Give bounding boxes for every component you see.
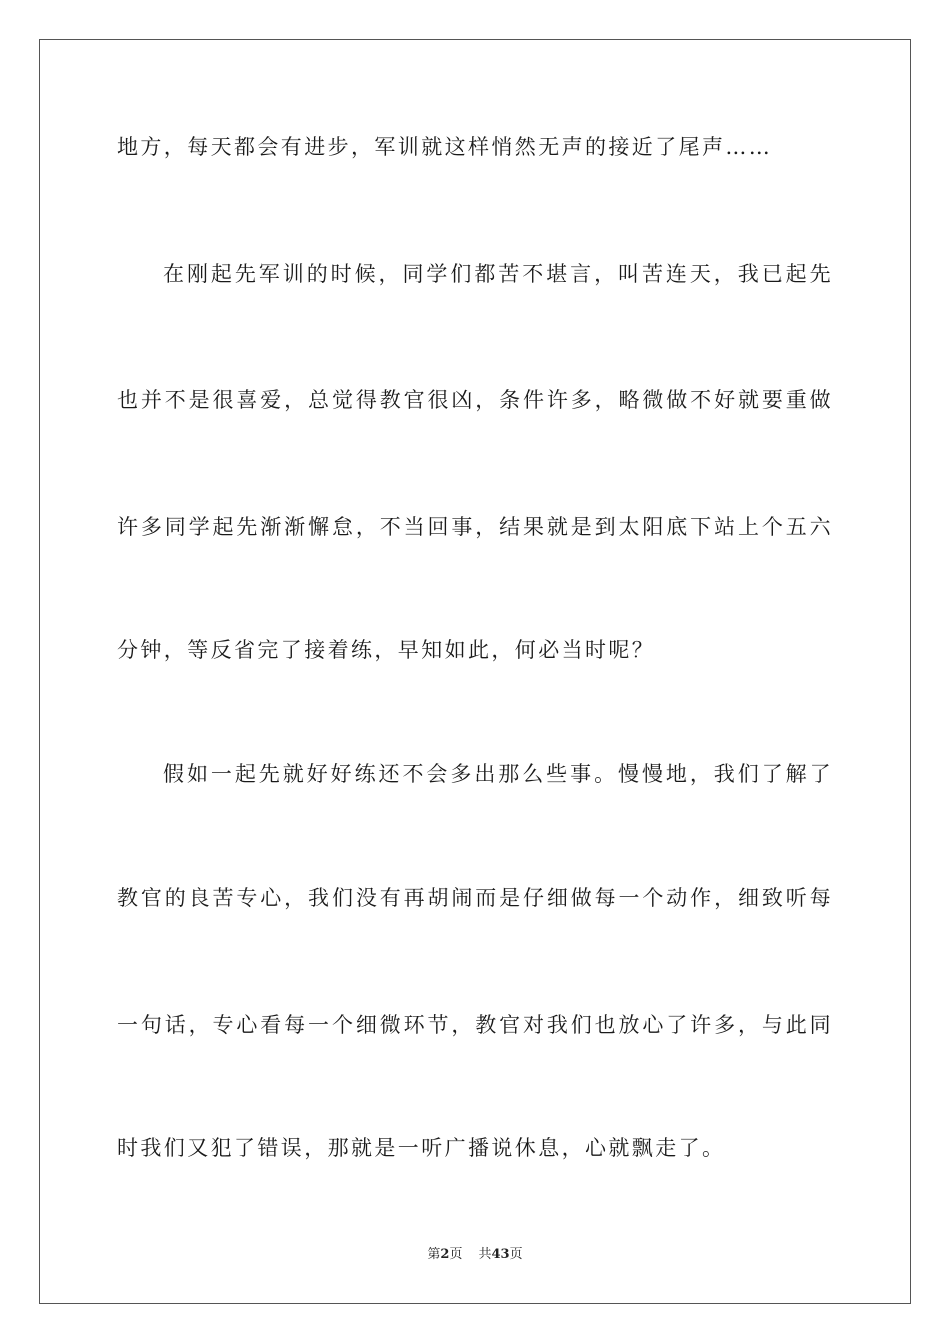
text-line-8: 一句话，专心看每一个细微环节，教官对我们也放心了许多，与此同 [117, 1013, 833, 1037]
text-line-2: 在刚起先军训的时候，同学们都苦不堪言，叫苦连天，我已起先 [163, 262, 833, 286]
total-suffix: 页 [509, 1247, 523, 1262]
page-footer [0, 1246, 950, 1264]
text-line-5: 分钟，等反省完了接着练，早知如此，何必当时呢？ [117, 638, 656, 662]
text-line-9: 时我们又犯了错误，那就是一听广播说休息，心就飘走了。 [117, 1136, 726, 1160]
text-line-6: 假如一起先就好好练还不会多出那么些事。慢慢地，我们了解了 [163, 762, 833, 786]
page-suffix: 页 [449, 1247, 463, 1262]
text-line-1: 地方，每天都会有进步，军训就这样悄然无声的接近了尾声…… [117, 135, 773, 159]
text-line-4: 许多同学起先渐渐懈怠，不当回事，结果就是到太阳底下站上个五六 [117, 515, 833, 539]
text-line-3: 也并不是很喜爱，总觉得教官很凶，条件许多，略微做不好就要重做 [117, 388, 833, 412]
page-prefix: 第 [427, 1247, 441, 1262]
text-line-7: 教官的良苦专心，我们没有再胡闹而是仔细做每一个动作，细致听每 [117, 886, 833, 910]
page-number: 2 [440, 1247, 450, 1262]
total-prefix: 共 [478, 1247, 492, 1262]
page-border [39, 39, 911, 1304]
total-pages: 43 [491, 1247, 510, 1262]
